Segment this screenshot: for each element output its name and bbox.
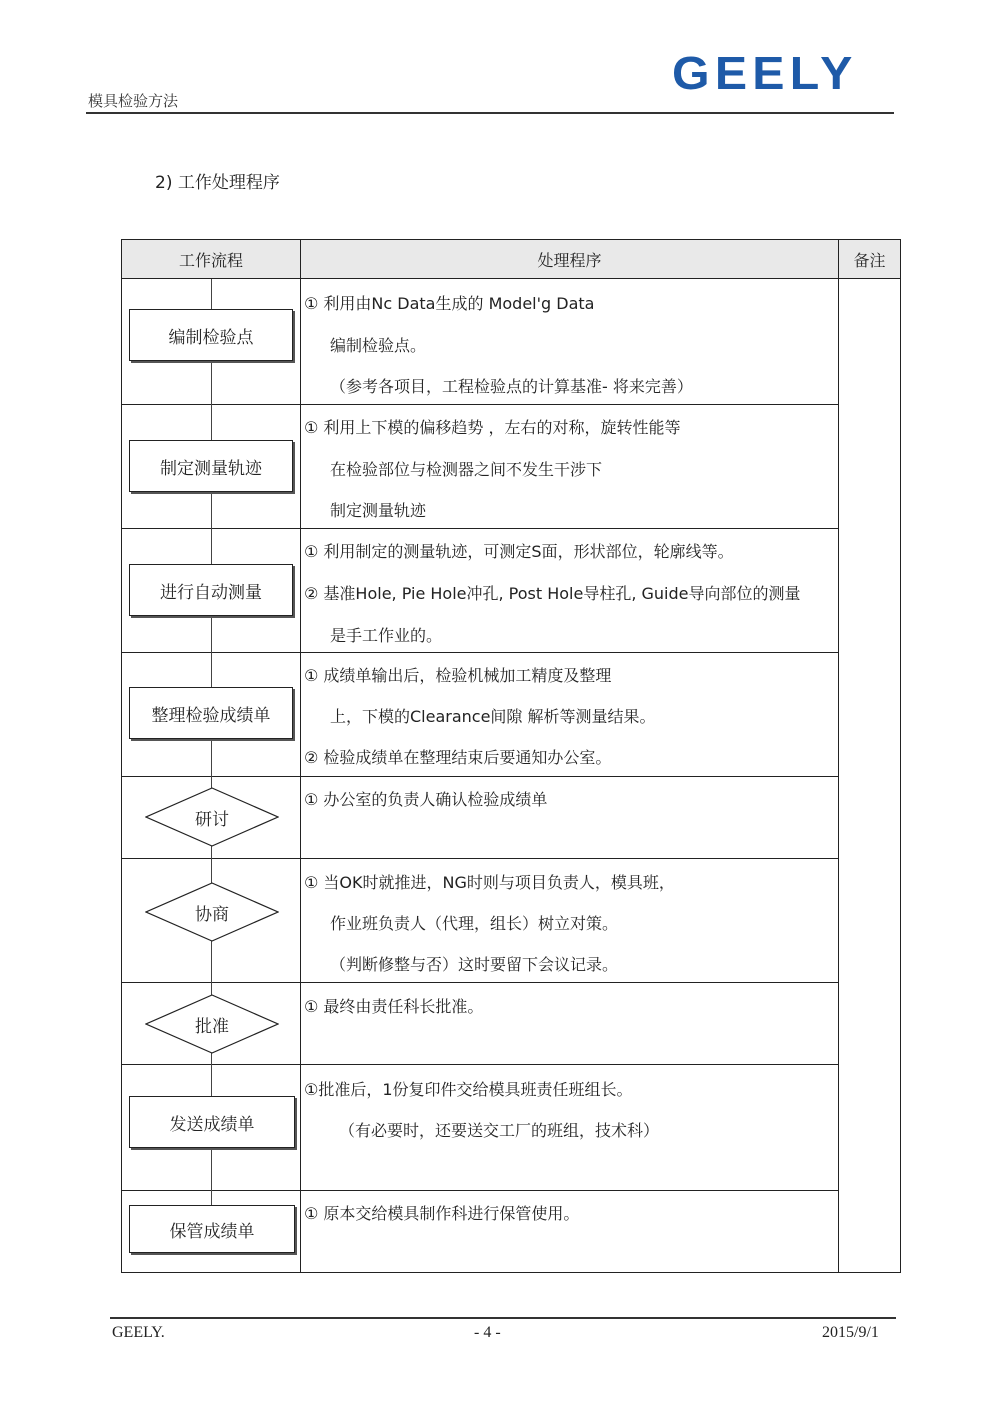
flow-step-review: [145, 787, 279, 847]
flow-step-approve-label: 批准: [195, 1016, 229, 1037]
flow-step-consult-label: 协商: [195, 904, 229, 925]
procedure-text: ① 利用由Nc Data生成的 Model'g Data: [304, 294, 595, 313]
flow-step-keep-report: 保管成绩单: [129, 1205, 295, 1253]
row-divider: [121, 652, 838, 653]
flow-step-send-report: 发送成绩单: [129, 1096, 295, 1148]
procedure-text: ① 利用制定的测量轨迹，可测定S面，形状部位，轮廓线等。: [304, 542, 734, 561]
row-divider: [121, 1190, 838, 1191]
procedure-text: 编制检验点。: [330, 336, 427, 355]
procedure-text: ① 当OK时就推进，NG时则与项目负责人，模具班，: [304, 873, 675, 892]
footer-company: GEELY.: [112, 1324, 165, 1341]
flow-connector: [211, 279, 212, 1231]
procedure-text: ① 利用上下模的偏移趋势 ，左右的对称，旋转性能等: [304, 418, 681, 437]
header-rule: [86, 112, 894, 114]
geely-logo: GEELY: [672, 47, 858, 99]
flow-step-measure-path: 制定测量轨迹: [129, 440, 293, 492]
procedure-text: ② 检验成绩单在整理结束后要通知办公室。: [304, 748, 612, 767]
row-divider: [121, 982, 838, 983]
procedure-text: ① 办公室的负责人确认检验成绩单: [304, 790, 548, 809]
page-number: - 4 -: [474, 1324, 501, 1341]
procedure-text: （判断修整与否）这时要留下会议记录。: [330, 955, 619, 974]
procedure-text: 在检验部位与检测器之间不发生干涉下: [330, 460, 603, 479]
row-divider: [121, 776, 838, 777]
col-divider: [838, 239, 839, 1273]
procedure-text: 是手工作业的。: [330, 626, 443, 645]
procedure-text: 制定测量轨迹: [330, 501, 427, 520]
footer-date: 2015/9/1: [822, 1324, 879, 1341]
procedure-text: ② 基准Hole, Pie Hole冲孔, Post Hole导柱孔, Guide导向部位的测量: [304, 584, 801, 603]
procedure-text: 作业班负责人（代理，组长）树立对策。: [330, 914, 619, 933]
procedure-text: ① 最终由责任科长批准。: [304, 997, 484, 1016]
flow-step-compile-points: 编制检验点: [129, 309, 293, 361]
flow-step-approve: [145, 994, 279, 1054]
section-title: 2) 工作处理程序: [155, 173, 280, 193]
row-divider: [121, 528, 838, 529]
document-title: 模具检验方法: [88, 92, 179, 110]
row-divider: [121, 858, 838, 859]
flow-step-auto-measure: 进行自动测量: [129, 564, 293, 616]
procedure-text: ①批准后，1份复印件交给模具班责任班组长。: [304, 1080, 633, 1099]
procedure-text: 上，下模的Clearance间隙 解析等测量结果。: [330, 707, 656, 726]
header-workflow: 工作流程: [121, 239, 301, 279]
procedure-text: ① 原本交给模具制作科进行保管使用。: [304, 1204, 580, 1223]
footer-rule: [110, 1317, 896, 1319]
flow-step-consult: [145, 882, 279, 942]
header-remarks: 备注: [838, 239, 901, 279]
row-divider: [121, 404, 838, 405]
header-procedure: 处理程序: [300, 239, 839, 279]
flow-step-organize-report: 整理检验成绩单: [129, 687, 293, 739]
procedure-text: （参考各项目，工程检验点的计算基准- 将来完善）: [330, 377, 693, 396]
procedure-text: ① 成绩单输出后，检验机械加工精度及整理: [304, 666, 612, 685]
procedure-table: [121, 239, 901, 1273]
flow-step-review-label: 研讨: [195, 809, 229, 830]
row-divider: [121, 1064, 838, 1065]
procedure-text: （有必要时，还要送交工厂的班组，技术科）: [339, 1121, 660, 1140]
